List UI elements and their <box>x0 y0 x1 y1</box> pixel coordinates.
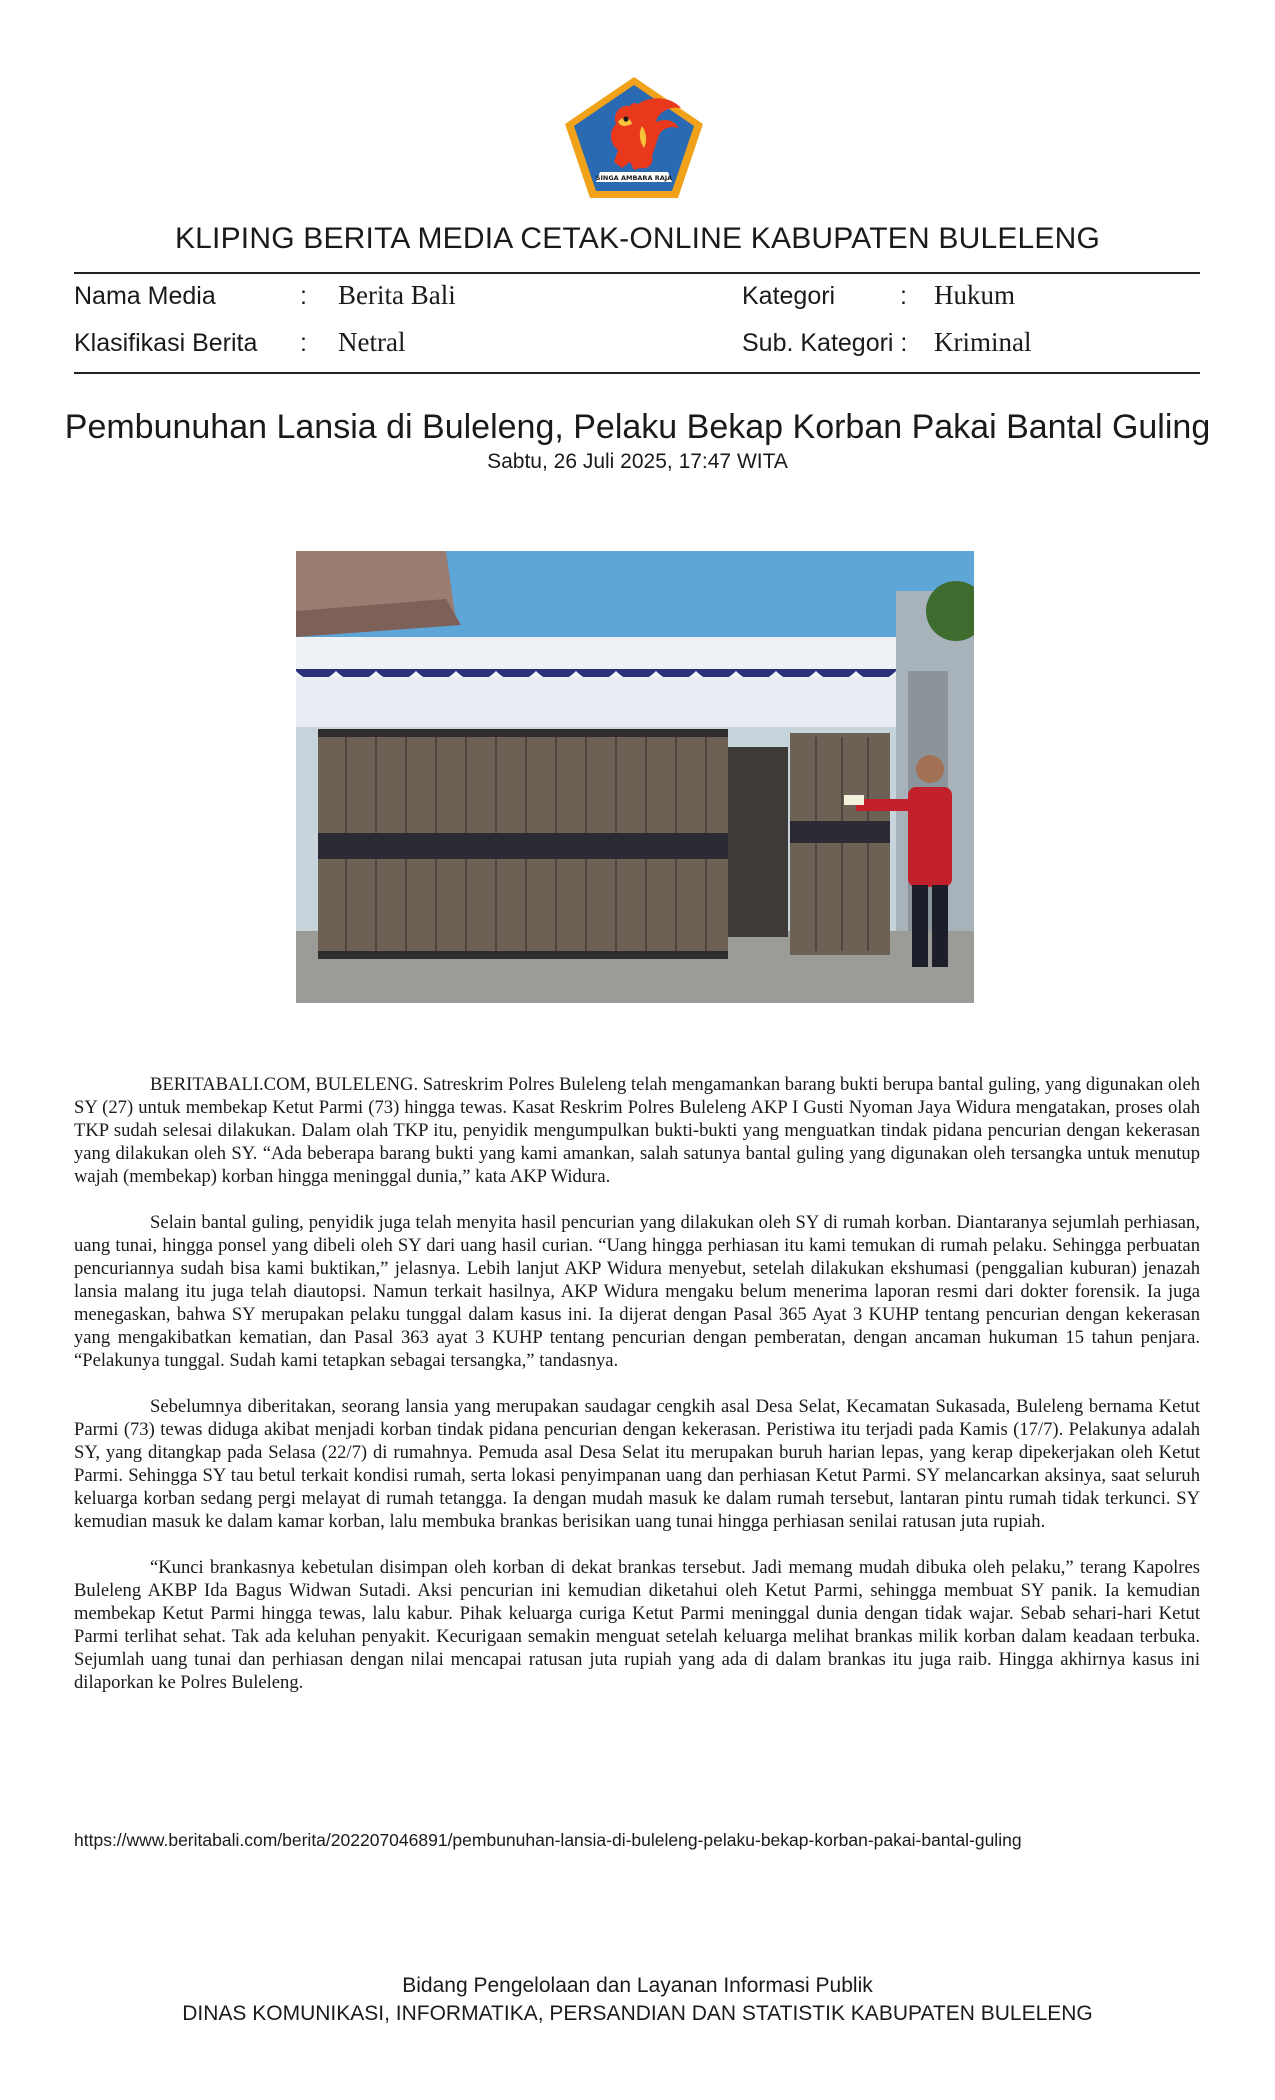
article-photo <box>296 551 974 1003</box>
article-paragraph: “Kunci brankasnya kebetulan disimpan oleh korban di dekat brankas tersebut. Jadi memang mudah dibuka oleh pelaku,” terang Kapolres Buleleng AKBP Ida Bagus Widwan Sutadi. Aksi pencurian ini kemudian diketahui oleh Ketut Parmi, sehingga membuat SY panik. Ia kemudian membekap Ketut Parmi hingga tewas, lalu kabur. Pihak keluarga curiga Ketut Parmi meninggal dunia dengan tidak wajar. Sebab sehari-hari Ketut Parmi terlihat sehat. Tak ada keluhan penyakit. Kecurigaan semakin menguat setelah keluarga melihat brankas milik korban dalam keadaan terbuka. Sejumlah uang tunai dan perhiasan dengan nilai mencapai ratusan juta rupiah yang ada di dalam brankas itu juga raib. Hingga akhirnya kasus ini dilaporkan ke Polres Buleleng. <box>74 1557 1200 1693</box>
article-date: Sabtu, 26 Juli 2025, 17:47 WITA <box>487 450 788 473</box>
klasifikasi-colon: : <box>300 329 307 357</box>
article-paragraph: BERITABALI.COM, BULELENG. Satreskrim Polres Buleleng telah mengamankan barang bukti berupa bantal guling, yang digunakan oleh SY (27) untuk membekap Ketut Parmi (73) hingga tewas. Kasat Reskrim Polres Buleleng AKP I Gusti Nyoman Jaya Widura mengatakan, proses olah TKP sudah selesai dilakukan. Dalam olah TKP itu, penyidik mengumpulkan bukti-bukti yang menguatkan tindak pidana pencurian dengan kekerasan yang dilakukan oleh SY. “Ada beberapa barang bukti yang kami amankan, salah satunya bantal guling yang digunakan oleh tersangka untuk menutup wajah (membekap) korban hingga meninggal dunia,” kata AKP Widura. <box>74 1074 1200 1187</box>
article-body <box>74 1073 1200 1717</box>
klasifikasi-value: Netral <box>338 327 406 357</box>
svg-text:SINGA AMBARA RAJA: SINGA AMBARA RAJA <box>595 174 673 182</box>
kategori-colon: : <box>900 282 907 310</box>
document-title: KLIPING BERITA MEDIA CETAK-ONLINE KABUPATEN BULELENG <box>174 222 1101 255</box>
media-colon: : <box>300 282 307 310</box>
article-paragraph: Selain bantal guling, penyidik juga telah menyita hasil pencurian yang dilakukan oleh SY di rumah korban. Diantaranya sejumlah perhiasan, uang tunai, hingga ponsel yang dibeli oleh SY dari uang hasil curian. “Uang hingga perhiasan itu kami temukan di rumah pelaku. Sehingga perbuatan pencuriannya sudah bisa kami buktikan,” jelasnya. Lebih lanjut AKP Widura menyebut, setelah dilakukan ekshumasi (penggalian kuburan) jenazah lansia malang itu juga telah diautopsi. Namun terkait hasilnya, AKP Widura mengaku belum menerima laporan resmi dari dokter forensik. Ia juga menegaskan, bahwa SY merupakan pelaku tunggal dalam kasus ini. Ia dijerat dengan Pasal 365 Ayat 3 KUHP tentang pencurian dengan kekerasan yang mengakibatkan kematian, dan Pasal 363 ayat 3 KUHP tentang pencurian dengan pemberatan, dengan ancaman hukuman 15 tahun penjara. “Pelakunya tunggal. Sudah kami tetapkan sebagai tersangka,” tandasnya. <box>74 1212 1200 1371</box>
kategori-label: Kategori <box>742 282 836 310</box>
meta-row-1 <box>74 278 1200 318</box>
article-paragraph: Sebelumnya diberitakan, seorang lansia yang merupakan saudagar cengkih asal Desa Selat, Kecamatan Sukasada, Buleleng bernama Ketut Parmi (73) tewas diduga akibat menjadi korban tindak pidana pencurian dengan kekerasan. Peristiwa itu terjadi pada Kamis (17/7). Pelakunya adalah SY, yang ditangkap pada Selasa (22/7) di rumahnya. Pemuda asal Desa Selat itu merupakan buruh harian lepas, yang kerap dipekerjakan oleh Ketut Parmi. Sehingga SY tau betul terkait kondisi rumah, serta lokasi penyimpanan uang dan perhiasan Ketut Parmi. SY melancarkan aksinya, saat seluruh keluarga korban sedang pergi melayat di rumah tetangga. Ia dengan mudah masuk ke dalam rumah tersebut, lantaran pintu rumah tidak terkunci. SY kemudian masuk ke dalam kamar korban, lalu membuka brankas berisikan uang tunai hingga perhiasan senilai ratusan juta rupiah. <box>74 1396 1200 1532</box>
media-label: Nama Media <box>74 282 216 310</box>
bottom-divider <box>74 372 1200 374</box>
meta-row-2 <box>74 325 1200 365</box>
top-divider <box>74 272 1200 274</box>
klasifikasi-label: Klasifikasi Berita <box>74 329 258 357</box>
subkategori-value: Kriminal <box>934 327 1032 357</box>
subkategori-label: Sub. Kategori : <box>742 329 908 357</box>
buleleng-regency-logo <box>560 74 708 202</box>
footer-agency: DINAS KOMUNIKASI, INFORMATIKA, PERSANDIAN DAN STATISTIK KABUPATEN BULELENG <box>182 2002 1093 2025</box>
media-value: Berita Bali <box>338 280 456 310</box>
article-headline: Pembunuhan Lansia di Buleleng, Pelaku Bekap Korban Pakai Bantal Guling <box>64 408 1211 446</box>
footer-department: Bidang Pengelolaan dan Layanan Informasi Publik <box>402 1974 873 1997</box>
kategori-value: Hukum <box>934 280 1015 310</box>
source-url: https://www.beritabali.com/berita/202207046891/pembunuhan-lansia-di-buleleng-pelaku-bekap-korban-pakai-bantal-guling <box>74 1830 1022 1850</box>
